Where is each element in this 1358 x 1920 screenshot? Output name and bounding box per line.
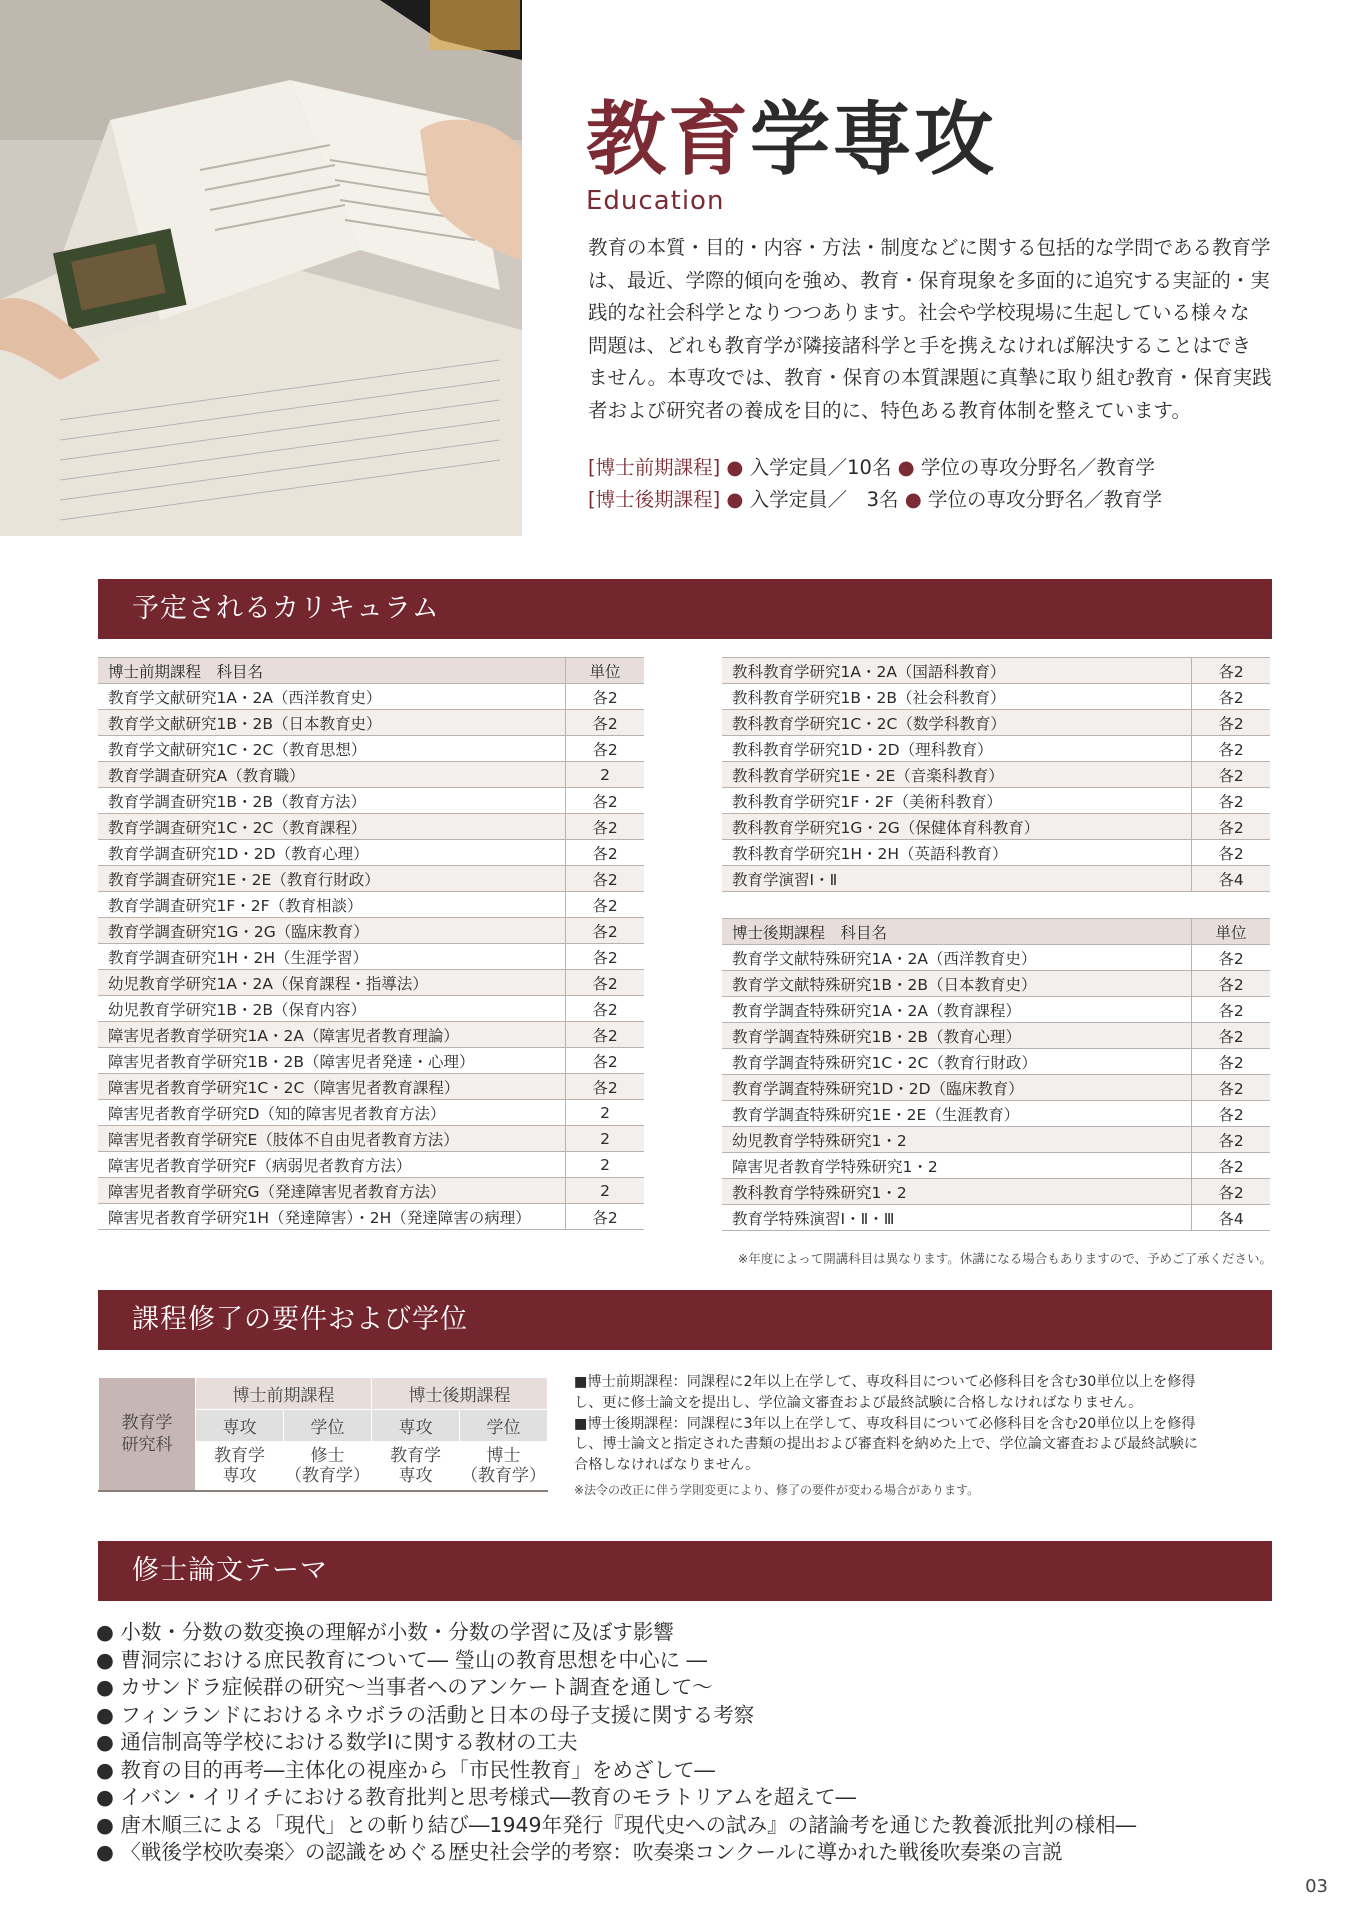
course-name: 教科教育学研究1F・2F（美術科教育） xyxy=(722,788,1192,814)
credit-value: 各2 xyxy=(1192,1049,1271,1075)
course-name: 教育学文献特殊研究1A・2A（西洋教育史） xyxy=(722,945,1192,971)
cell-line: 修士 xyxy=(310,1446,345,1466)
credit-value: 各2 xyxy=(566,918,645,944)
course-name: 教育学調査研究1C・2C（教育課程） xyxy=(98,814,566,840)
thesis-theme-item xyxy=(96,1702,1276,1730)
course-name: 教育学調査研究1G・2G（臨床教育） xyxy=(98,918,566,944)
table-row xyxy=(722,788,1270,814)
course-name: 障害児者教育学研究F（病弱児者教育方法） xyxy=(98,1152,566,1178)
section-header-curriculum: 予定されるカリキュラム xyxy=(98,579,1272,639)
course-name: 教育学文献研究1B・2B（日本教育史） xyxy=(98,710,566,736)
course-name: 教科教育学研究1D・2D（理科教育） xyxy=(722,736,1192,762)
course-name: 教育学調査特殊研究1E・2E（生涯教育） xyxy=(722,1101,1192,1127)
thesis-theme-item xyxy=(96,1647,1276,1675)
course-name: 障害児者教育学研究1B・2B（障害児者発達・心理） xyxy=(98,1048,566,1074)
credit-value: 各2 xyxy=(566,944,645,970)
degree-capacity: 入学定員／10名 xyxy=(749,456,892,479)
degree-table-cell xyxy=(460,1442,548,1492)
requirements-line: し、更に修士論文を提出し、学位論文審査および最終試験に合格しなければなりません。 xyxy=(574,1394,1143,1411)
table-row xyxy=(98,814,644,840)
credit-value: 各2 xyxy=(566,1204,645,1230)
table-row xyxy=(98,1204,644,1230)
cell-line: （教育学） xyxy=(285,1466,370,1486)
requirements-line: ■博士前期課程：同課程に2年以上在学して、専攻科目について必修科目を含む30単位以上を修得 xyxy=(574,1374,1196,1390)
table-row xyxy=(98,918,644,944)
requirements-line: ■博士後期課程：同課程に3年以上在学して、専攻科目について必修科目を含む20単位以上を修得 xyxy=(574,1415,1196,1432)
course-name: 教育学演習Ⅰ・Ⅱ xyxy=(722,866,1192,892)
degree-table-course-master: 博士前期課程 xyxy=(196,1378,372,1410)
bullet-icon: ● xyxy=(96,1702,121,1727)
degree-label: [博士前期課程] xyxy=(588,456,721,479)
course-name: 教科教育学研究1C・2C（数学科教育） xyxy=(722,710,1192,736)
degree-table-cell xyxy=(284,1442,372,1492)
course-name: 教科教育学研究1G・2G（保健体育科教育） xyxy=(722,814,1192,840)
thesis-theme-text: フィンランドにおけるネウボラの活動と日本の母子支援に関する考察 xyxy=(120,1702,755,1727)
course-name: 障害児者教育学研究1A・2A（障害児者教育理論） xyxy=(98,1022,566,1048)
thesis-theme-text: カサンドラ症候群の研究～当事者へのアンケート調査を通して～ xyxy=(120,1675,713,1699)
section-header-themes: 修士論文テーマ xyxy=(98,1541,1272,1601)
table-row xyxy=(98,762,644,788)
bullet-icon: ● xyxy=(96,1812,121,1837)
credit-value: 各2 xyxy=(1192,840,1271,866)
curriculum-table-master xyxy=(98,657,644,1230)
credit-value: 各2 xyxy=(1192,736,1271,762)
requirements-text xyxy=(574,1372,1274,1501)
table-row xyxy=(722,945,1270,971)
course-name: 教育学調査特殊研究1D・2D（臨床教育） xyxy=(722,1075,1192,1101)
requirements-line: 合格しなければなりません。 xyxy=(574,1457,760,1474)
course-name: 教科教育学特殊研究1・2 xyxy=(722,1179,1192,1205)
page-title xyxy=(586,92,1286,188)
table-row xyxy=(722,736,1270,762)
course-name: 障害児者教育学特殊研究1・2 xyxy=(722,1153,1192,1179)
course-name: 幼児教育学研究1A・2A（保育課程・指導法） xyxy=(98,970,566,996)
credit-value: 各2 xyxy=(566,1074,645,1100)
credit-value: 各2 xyxy=(1192,1023,1271,1049)
table-row xyxy=(722,1153,1270,1179)
intro-line: ません。本専攻では、教育・保育の本質課題に真摯に取り組む教育・保育実践 xyxy=(588,366,1272,389)
table-row xyxy=(722,658,1270,684)
thesis-theme-item xyxy=(96,1812,1276,1840)
table-row xyxy=(98,996,644,1022)
table-row xyxy=(722,1205,1270,1231)
table-row xyxy=(98,1100,644,1126)
credit-value: 各2 xyxy=(566,814,645,840)
open-textbook-photo xyxy=(0,0,522,536)
table-row xyxy=(722,710,1270,736)
table-row xyxy=(722,684,1270,710)
thesis-theme-text: 小数・分数の数変換の理解が小数・分数の学習に及ぼす影響 xyxy=(120,1620,674,1644)
course-name: 教育学調査研究1D・2D（教育心理） xyxy=(98,840,566,866)
course-name: 教科教育学研究1H・2H（英語科教育） xyxy=(722,840,1192,866)
degree-table-cell xyxy=(196,1442,284,1492)
row-label-line: 研究科 xyxy=(121,1435,173,1455)
intro-line: は、最近、学際的傾向を強め、教育・保育現象を多面的に追究する実証的・実 xyxy=(588,268,1270,292)
course-name: 障害児者教育学研究D（知的障害児者教育方法） xyxy=(98,1100,566,1126)
table-row xyxy=(98,736,644,762)
credit-value: 各2 xyxy=(566,840,645,866)
cell-line: 教育学 xyxy=(214,1446,265,1466)
bullet-icon: ● xyxy=(726,488,744,511)
table-header-row xyxy=(722,919,1270,945)
bullet-icon: ● xyxy=(96,1757,121,1782)
course-name: 教育学調査研究1E・2E（教育行財政） xyxy=(98,866,566,892)
course-name: 教育学特殊演習Ⅰ・Ⅱ・Ⅲ xyxy=(722,1205,1192,1231)
table-row xyxy=(98,710,644,736)
table-row xyxy=(98,788,644,814)
table-row xyxy=(722,840,1270,866)
degree-table-degree-header: 学位 xyxy=(284,1410,372,1442)
degree-label: [博士後期課程] xyxy=(588,488,721,511)
table-row xyxy=(722,997,1270,1023)
course-name-header: 博士前期課程 科目名 xyxy=(98,658,566,684)
requirements-note: ※法令の改正に伴う学則変更により、修了の要件が変わる場合があります。 xyxy=(574,1482,980,1497)
bullet-icon: ● xyxy=(96,1840,121,1864)
course-name: 教科教育学研究1A・2A（国語科教育） xyxy=(722,658,1192,684)
credit-value: 各2 xyxy=(566,1048,645,1074)
degree-field: 学位の専攻分野名／教育学 xyxy=(920,456,1155,479)
table-row xyxy=(722,866,1270,892)
degree-capacity: 入学定員／ 3名 xyxy=(749,488,899,511)
course-name: 教育学文献研究1C・2C（教育思想） xyxy=(98,736,566,762)
bullet-icon: ● xyxy=(96,1620,121,1644)
degree-table-row-label xyxy=(99,1378,196,1492)
thesis-theme-text: 教育の目的再考―主体化の視座から「市民性教育」をめざして― xyxy=(120,1757,715,1782)
credit-value: 各2 xyxy=(566,788,645,814)
credit-value: 各2 xyxy=(566,684,645,710)
course-name: 教科教育学研究1B・2B（社会科教育） xyxy=(722,684,1192,710)
table-header-row xyxy=(98,658,644,684)
table-row xyxy=(722,971,1270,997)
thesis-theme-item xyxy=(96,1839,1276,1867)
course-name: 教育学調査特殊研究1B・2B（教育心理） xyxy=(722,1023,1192,1049)
degree-table-major-header: 専攻 xyxy=(372,1410,460,1442)
table-row xyxy=(722,1127,1270,1153)
curriculum-table-master-cont xyxy=(722,657,1270,892)
course-name: 教育学調査研究A（教育職） xyxy=(98,762,566,788)
table-row xyxy=(98,1178,644,1204)
hero-photo xyxy=(0,0,522,536)
course-name: 教育学調査研究1F・2F（教育相談） xyxy=(98,892,566,918)
title-accent: 教育 xyxy=(586,93,750,186)
course-name: 教科教育学研究1E・2E（音楽科教育） xyxy=(722,762,1192,788)
table-row xyxy=(98,1048,644,1074)
table-row xyxy=(98,684,644,710)
bullet-icon: ● xyxy=(904,488,922,511)
table-row xyxy=(98,1152,644,1178)
page-subtitle: Education xyxy=(586,186,725,216)
section-header-requirements: 課程修了の要件および学位 xyxy=(98,1290,1272,1350)
degree-table-course-doctor: 博士後期課程 xyxy=(372,1378,548,1410)
thesis-theme-item xyxy=(96,1729,1276,1757)
degree-table-degree-header: 学位 xyxy=(460,1410,548,1442)
course-name: 幼児教育学特殊研究1・2 xyxy=(722,1127,1192,1153)
course-name: 障害児者教育学研究G（発達障害児者教育方法） xyxy=(98,1178,566,1204)
credit-value: 各2 xyxy=(566,970,645,996)
credit-value: 各2 xyxy=(566,736,645,762)
bullet-icon: ● xyxy=(897,456,915,479)
thesis-theme-text: 唐木順三による「現代」との斬り結び―1949年発行『現代史への試み』の諸論考を通じた教養派批判の様相― xyxy=(120,1812,1137,1837)
table-row xyxy=(98,1022,644,1048)
row-label-line: 教育学 xyxy=(121,1413,173,1433)
credit-value: 各2 xyxy=(1192,658,1271,684)
credit-value: 各2 xyxy=(1192,997,1271,1023)
curriculum-table-doctor xyxy=(722,918,1270,1231)
credit-value: 各2 xyxy=(566,1022,645,1048)
cell-line: 教育学 xyxy=(390,1446,441,1466)
thesis-theme-item xyxy=(96,1784,1276,1812)
cell-line: 博士 xyxy=(486,1446,521,1466)
table-row xyxy=(722,1179,1270,1205)
bullet-icon: ● xyxy=(96,1785,121,1809)
page-number: 03 xyxy=(1305,1876,1328,1897)
course-name: 障害児者教育学研究1H（発達障害）・2H（発達障害の病理） xyxy=(98,1204,566,1230)
requirements-line: し、博士論文と指定された書類の提出および審査料を納めた上で、学位論文審査および最終試験に xyxy=(574,1436,1198,1453)
credit-header: 単位 xyxy=(1192,919,1271,945)
credit-value: 各2 xyxy=(566,892,645,918)
table-row xyxy=(98,892,644,918)
table-row xyxy=(722,814,1270,840)
cell-line: （教育学） xyxy=(461,1466,546,1486)
table-row xyxy=(98,944,644,970)
table-row xyxy=(722,762,1270,788)
credit-value: 各2 xyxy=(1192,945,1271,971)
table-row xyxy=(98,1074,644,1100)
table-row xyxy=(98,866,644,892)
credit-value: 各4 xyxy=(1192,1205,1271,1231)
degree-field: 学位の専攻分野名／教育学 xyxy=(927,488,1162,511)
thesis-theme-item xyxy=(96,1619,1276,1647)
credit-header: 単位 xyxy=(566,658,645,684)
table-row xyxy=(98,1126,644,1152)
table-row xyxy=(98,970,644,996)
course-name: 教育学調査特殊研究1A・2A（教育課程） xyxy=(722,997,1192,1023)
cell-line: 専攻 xyxy=(222,1466,257,1486)
table-row xyxy=(722,1101,1270,1127)
intro-line: 問題は、どれも教育学が隣接諸科学と手を携えなければ解決することはでき xyxy=(588,333,1252,357)
course-name: 教育学調査特殊研究1C・2C（教育行財政） xyxy=(722,1049,1192,1075)
header xyxy=(586,92,1286,216)
course-name-header: 博士後期課程 科目名 xyxy=(722,919,1192,945)
table-row xyxy=(722,1023,1270,1049)
course-name: 障害児者教育学研究1C・2C（障害児者教育課程） xyxy=(98,1074,566,1100)
thesis-theme-list xyxy=(96,1619,1276,1867)
degree-table-major-header: 専攻 xyxy=(196,1410,284,1442)
thesis-theme-item xyxy=(96,1757,1276,1785)
curriculum-note: ※年度によって開講科目は異なります。休講になる場合もありますので、予めご了承ください。 xyxy=(737,1251,1272,1266)
credit-value: 各4 xyxy=(1192,866,1271,892)
course-name: 教育学調査研究1B・2B（教育方法） xyxy=(98,788,566,814)
intro-text xyxy=(588,232,1288,427)
thesis-theme-text: 〈戦後学校吹奏楽〉の認識をめぐる歴史社会学的考察：吹奏楽コンクールに導かれた戦後吹奏楽の言説 xyxy=(120,1840,1063,1864)
intro-line: 者および研究者の養成を目的に、特色ある教育体制を整えています。 xyxy=(588,398,1191,422)
bullet-icon: ● xyxy=(96,1675,121,1699)
degree-table xyxy=(98,1377,548,1492)
credit-value: 各2 xyxy=(1192,710,1271,736)
credit-value: 各2 xyxy=(1192,1075,1271,1101)
thesis-theme-item xyxy=(96,1674,1276,1702)
credit-value: 各2 xyxy=(566,996,645,1022)
degree-table-cell xyxy=(372,1442,460,1492)
course-name: 教育学文献特殊研究1B・2B（日本教育史） xyxy=(722,971,1192,997)
thesis-theme-text: 通信制高等学校における数学Ⅰに関する教材の工夫 xyxy=(120,1730,578,1754)
course-name: 幼児教育学研究1B・2B（保育内容） xyxy=(98,996,566,1022)
credit-value: 各2 xyxy=(1192,1127,1271,1153)
title-rest: 学専攻 xyxy=(750,93,996,186)
credit-value: 各2 xyxy=(1192,1101,1271,1127)
credit-value: 各2 xyxy=(1192,1153,1271,1179)
degree-row-doctor xyxy=(588,484,1328,516)
table-row xyxy=(98,840,644,866)
credit-value: 各2 xyxy=(1192,684,1271,710)
degree-row-master xyxy=(588,452,1328,484)
credit-value: 2 xyxy=(566,762,645,788)
degree-info xyxy=(588,452,1328,516)
credit-value: 各2 xyxy=(1192,814,1271,840)
credit-value: 各2 xyxy=(1192,971,1271,997)
credit-value: 2 xyxy=(566,1152,645,1178)
course-name: 障害児者教育学研究E（肢体不自由児者教育方法） xyxy=(98,1126,566,1152)
bullet-icon: ● xyxy=(726,456,744,479)
table-row xyxy=(722,1075,1270,1101)
intro-line: 教育の本質・目的・内容・方法・制度などに関する包括的な学問である教育学 xyxy=(588,236,1271,259)
credit-value: 2 xyxy=(566,1126,645,1152)
credit-value: 各2 xyxy=(1192,788,1271,814)
credit-value: 各2 xyxy=(566,710,645,736)
credit-value: 2 xyxy=(566,1100,645,1126)
cell-line: 専攻 xyxy=(398,1466,433,1486)
intro-line: 践的な社会科学となりつつあります。社会や学校現場に生起している様々な xyxy=(588,301,1250,324)
bullet-icon: ● xyxy=(96,1647,121,1672)
thesis-theme-text: イバン・イリイチにおける教育批判と思考様式―教育のモラトリアムを超えて― xyxy=(120,1785,856,1809)
table-row xyxy=(722,1049,1270,1075)
credit-value: 各2 xyxy=(1192,762,1271,788)
credit-value: 各2 xyxy=(566,866,645,892)
bullet-icon: ● xyxy=(96,1730,121,1754)
course-name: 教育学文献研究1A・2A（西洋教育史） xyxy=(98,684,566,710)
credit-value: 2 xyxy=(566,1178,645,1204)
thesis-theme-text: 曹洞宗における庶民教育について― 瑩山の教育思想を中心に ― xyxy=(120,1647,708,1672)
course-name: 教育学調査研究1H・2H（生涯学習） xyxy=(98,944,566,970)
credit-value: 各2 xyxy=(1192,1179,1271,1205)
